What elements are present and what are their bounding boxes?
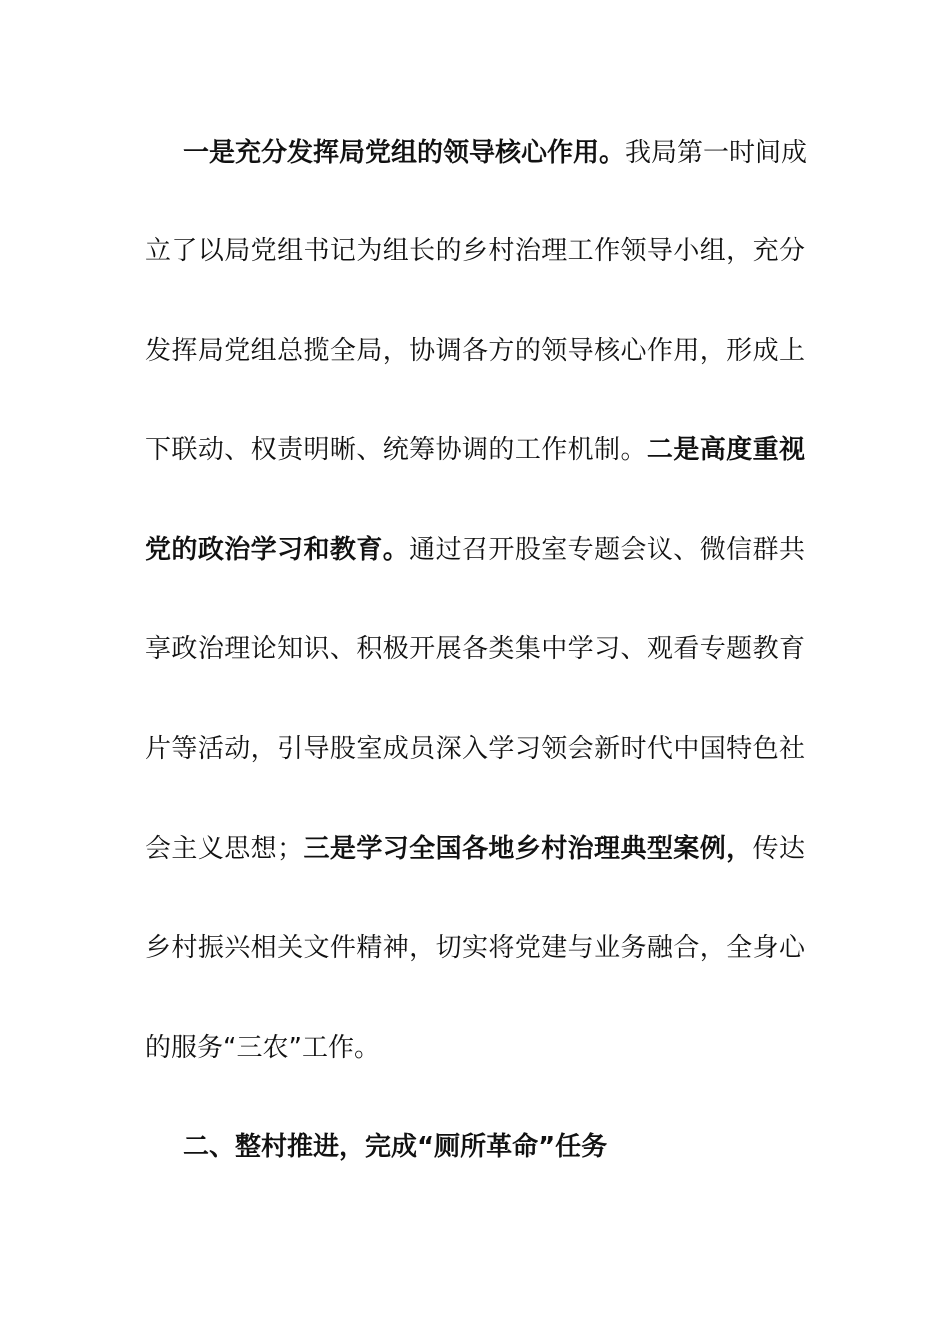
paragraph-line-7	[145, 729, 805, 769]
paragraph-line-4	[145, 430, 805, 470]
line-9-segment-1: 乡村振兴相关文件精神，切实将党建与业务融合，全身心	[145, 933, 805, 963]
line-10-segment-1: 的服务“三农”工作。	[145, 1033, 380, 1063]
line-2-segment-1: 立了以局党组书记为组长的乡村治理工作领导小组，充分	[145, 236, 805, 266]
line-4-segment-1: 下联动、权责明晰、统筹协调的工作机制。	[145, 435, 647, 465]
line-6-segment-1: 享政治理论知识、积极开展各类集中学习、观看专题教育	[145, 634, 805, 664]
paragraph-line-2	[145, 231, 805, 271]
line-1-segment-2: 我局第一时间成	[625, 138, 808, 168]
paragraph-line-1	[183, 133, 808, 173]
line-8-segment-2: 三是学习全国各地乡村治理典型案例，	[303, 834, 753, 864]
paragraph-line-10	[145, 1028, 805, 1068]
paragraph-line-6	[145, 629, 805, 669]
line-8-segment-3: 传达	[752, 834, 805, 864]
paragraph-line-5	[145, 530, 805, 570]
paragraph-line-3	[145, 331, 805, 371]
line-1-segment-1: 一是充分发挥局党组的领导核心作用。	[183, 138, 626, 168]
line-7-segment-1: 片等活动，引导股室成员深入学习领会新时代中国特色社	[145, 734, 805, 764]
line-5-segment-1: 党的政治学习和教育。	[145, 535, 410, 565]
section-heading: 二、整村推进，完成“厕所革命”任务	[183, 1132, 608, 1162]
line-3-segment-1: 发挥局党组总揽全局，协调各方的领导核心作用，形成上	[145, 336, 805, 366]
paragraph-line-8	[145, 829, 805, 869]
line-8-segment-1: 会主义思想；	[145, 834, 304, 864]
paragraph-line-9	[145, 928, 805, 968]
line-5-segment-2: 通过召开股室专题会议、微信群共	[409, 535, 805, 565]
line-4-segment-2: 二是高度重视	[646, 435, 805, 465]
